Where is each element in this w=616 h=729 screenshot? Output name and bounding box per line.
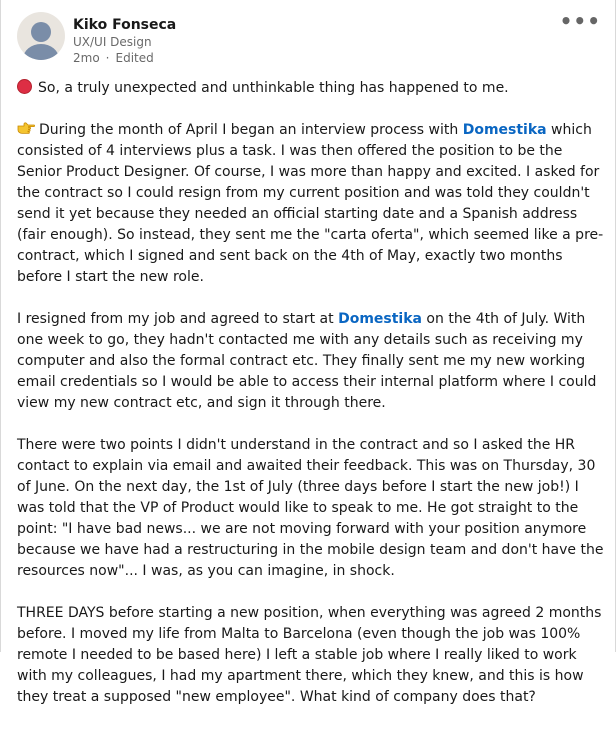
post-time [73, 50, 176, 66]
post-paragraph-3: There were two points I didn't understand in the contract and so I asked the HR contact to explain via email and awaited their feedback. This was on Thursday, 30 of June. On the next day, the 1st of July (three days before I start the new job!) I was told that the VP of Product would like to speak to me. He got straight to the point: "I have bad news... we are not moving forward with your position anymore because we have had a restructuring in the mobile design team and don't have the resources now"... I was, as you can imagine, in shock. [17, 437, 604, 579]
post-paragraph-4: THREE DAYS before starting a new position, when everything was agreed 2 months before. I moved my life from Malta to Barcelona (even though the job was 100% remote I needed to be based here) I left a stable job where I really liked to work with my colleagues, I had my apartment there, which they knew, and this is how they treat a supposed "new employee". What kind of company does that? [17, 605, 602, 705]
post-intro: So, a truly unexpected and unthinkable thing has happened to me. [38, 80, 509, 96]
post-body [17, 78, 605, 729]
author-meta [73, 12, 176, 66]
author-headline: UX/UI Design [73, 35, 152, 49]
paragraph-2-b: on the 4th of July. With one week to go, they hadn't contacted me with any details such as receiving my computer and also the formal contract etc. They finally sent me my new working email credentials so I would be able to access their internal platform where I could view my new contract etc, and sign it through there. [17, 311, 597, 411]
avatar[interactable] [17, 12, 65, 60]
company-mention-link[interactable]: Domestika [462, 122, 547, 138]
post-age: 2mo [73, 51, 100, 65]
pointing-hand-emoji [17, 121, 35, 135]
avatar-head [31, 22, 51, 42]
post-header [17, 9, 601, 72]
post-paragraph-2 [17, 309, 605, 414]
dot-separator: · [105, 51, 110, 65]
red-circle-emoji [17, 79, 32, 94]
post-intro-paragraph [17, 78, 605, 99]
paragraph-2-a: I resigned from my job and agreed to start at [17, 311, 339, 327]
company-mention-link[interactable]: Domestika [338, 311, 422, 327]
post-paragraph-1 [17, 120, 605, 288]
paragraph-1-b: which consisted of 4 interviews plus a task. I was then offered the position to be the Senior Product Designer. Of course, I was more than happy and excited. I asked for the contract so I could resign from my current position and was told they couldn't send it yet because they needed an official starting date and a Spanish address (fair enough). So instead, they sent me the "carta oferta", which seemed like a pre-contract, which I signed and sent back on the 4th of May, exactly two months before I start the new role. [17, 122, 604, 285]
edited-label: Edited [115, 51, 154, 65]
avatar-body [23, 44, 59, 60]
paragraph-1-a: During the month of April I began an interview process with [39, 122, 463, 138]
more-options-icon[interactable]: ••• [559, 9, 601, 33]
author-name[interactable]: Kiko Fonseca [73, 17, 177, 33]
